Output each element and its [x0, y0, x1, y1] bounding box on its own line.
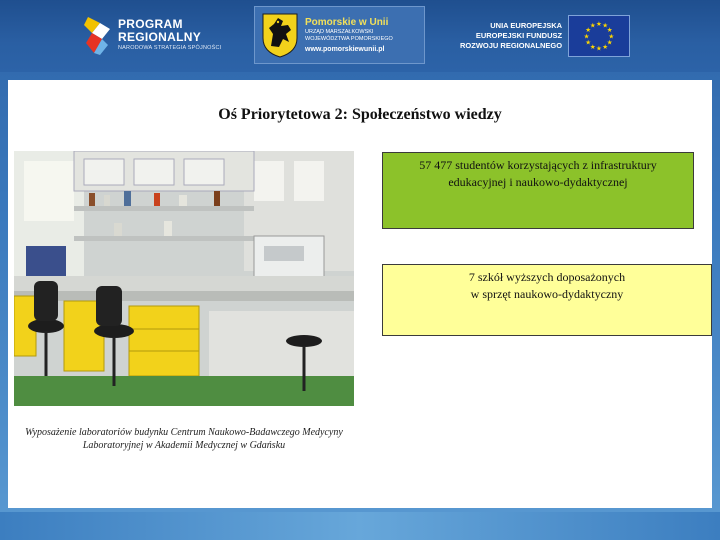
program-logo-line3: NARODOWA STRATEGIA SPÓJNOŚCI [118, 45, 222, 51]
laboratory-photo-illustration [14, 151, 354, 406]
header-banner [0, 0, 720, 72]
slide-title: Oś Priorytetowa 2: Społeczeństwo wiedzy [218, 106, 502, 123]
students-stat-line2: edukacyjnej i naukowo-dydaktycznej [448, 175, 628, 189]
universities-stat-box [382, 264, 712, 336]
eu-star-icon: ★ [589, 22, 596, 30]
footer-bar [0, 512, 720, 540]
eu-star-icon: ★ [589, 44, 596, 52]
eu-line2: EUROPEJSKI FUNDUSZ [475, 31, 563, 40]
slide-content [8, 80, 712, 508]
students-stat-line1: 57 477 studentów korzystających z infrastruktury [419, 158, 657, 172]
universities-stat-line1: 7 szkół wyższych doposażonych [468, 270, 626, 284]
eu-star-icon: ★ [583, 33, 590, 41]
laboratory-photo [14, 151, 354, 406]
eu-star-icon: ★ [602, 22, 609, 30]
program-logo-line1: PROGRAM [118, 17, 183, 31]
eu-line1: UNIA EUROPEJSKA [490, 21, 563, 30]
program-star-icon [82, 13, 112, 57]
eu-star-icon: ★ [596, 45, 603, 53]
eu-line3: ROZWOJU REGIONALNEGO [460, 41, 563, 50]
eu-star-icon: ★ [585, 27, 592, 35]
pomorskie-line2: WOJEWÓDZTWA POMORSKIEGO [305, 36, 393, 42]
eu-flag-icon [568, 15, 630, 57]
griffin-crest-icon [261, 12, 299, 58]
universities-stat-line2: w sprzęt naukowo-dydaktyczny [470, 287, 624, 301]
program-logo-line2: REGIONALNY [118, 30, 202, 44]
eu-fund-logo [460, 13, 630, 59]
program-regionalny-logo [82, 10, 221, 60]
students-stat-box [382, 152, 694, 229]
eu-star-icon: ★ [606, 39, 613, 47]
pomorskie-url: www.pomorskiewunii.pl [305, 46, 385, 53]
pomorskie-logo [254, 6, 425, 64]
eu-star-icon: ★ [602, 44, 609, 52]
pomorskie-title: Pomorskie w Unii [305, 17, 389, 28]
photo-caption: Wyposażenie laboratoriów budynku Centrum Naukowo-Badawczego Medycyny Laboratoryjnej w Akademii Medycznej w Gdańsku [25, 427, 343, 451]
eu-star-icon: ★ [596, 21, 603, 28]
pomorskie-line1: URZĄD MARSZAŁKOWSKI [305, 29, 374, 35]
eu-star-icon: ★ [585, 39, 592, 47]
eu-star-icon: ★ [608, 33, 615, 41]
eu-star-icon: ★ [606, 27, 613, 35]
